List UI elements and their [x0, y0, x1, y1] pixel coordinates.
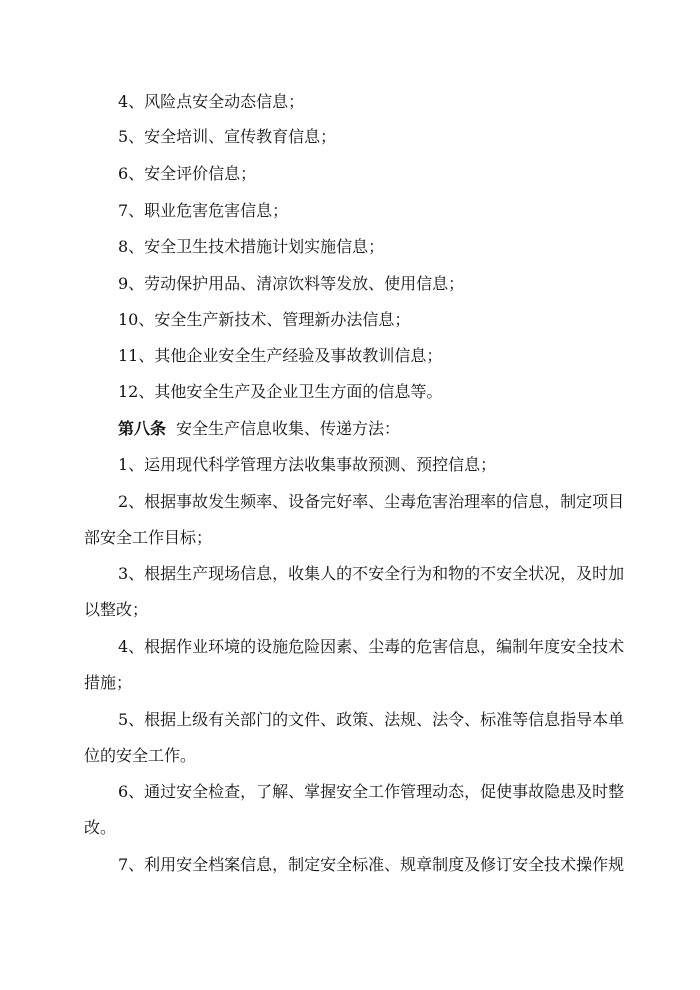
article-heading — [0, 419, 700, 439]
method-item-continued: 部安全工作目标； — [84, 528, 213, 547]
method-item: 1、运用现代科学管理方法收集事故预测、预控信息； — [118, 455, 497, 474]
list-item: 6、安全评价信息； — [118, 164, 257, 183]
method-item-continued: 位的安全工作。 — [84, 746, 197, 765]
list-item: 12、其他安全生产及企业卫生方面的信息等。 — [118, 382, 443, 401]
list-item: 7、职业危害危害信息； — [118, 201, 289, 220]
method-item-continued: 改。 — [84, 818, 117, 837]
article-title: 安全生产信息收集、传递方法： — [176, 419, 401, 438]
method-item: 5、根据上级有关部门的文件、政策、法规、法令、标准等信息指导本单 — [118, 710, 625, 729]
method-item: 3、根据生产现场信息，收集人的不安全行为和物的不安全状况，及时加 — [118, 564, 625, 583]
method-item: 2、根据事故发生频率、设备完好率、尘毒危害治理率的信息，制定项目 — [118, 492, 625, 511]
method-item-continued: 措施； — [84, 673, 133, 692]
list-item: 4、风险点安全动态信息； — [118, 92, 305, 111]
list-item: 10、安全生产新技术、管理新办法信息； — [118, 310, 411, 329]
method-item: 6、通过安全检查，了解、掌握安全工作管理动态，促使事故隐患及时整 — [118, 782, 625, 801]
article-number: 第八条 — [118, 419, 167, 438]
list-item: 9、劳动保护用品、清凉饮料等发放、使用信息； — [118, 274, 465, 293]
method-item: 7、利用安全档案信息，制定安全标准、规章制度及修订安全技术操作规 — [118, 855, 625, 874]
method-item: 4、根据作业环境的设施危险因素、尘毒的危害信息，编制年度安全技术 — [118, 637, 625, 656]
list-item: 8、安全卫生技术措施计划实施信息； — [118, 237, 385, 256]
method-item-continued: 以整改； — [84, 600, 149, 619]
list-item: 11、其他企业安全生产经验及事故教训信息； — [118, 346, 443, 365]
list-item: 5、安全培训、宣传教育信息； — [118, 127, 337, 146]
